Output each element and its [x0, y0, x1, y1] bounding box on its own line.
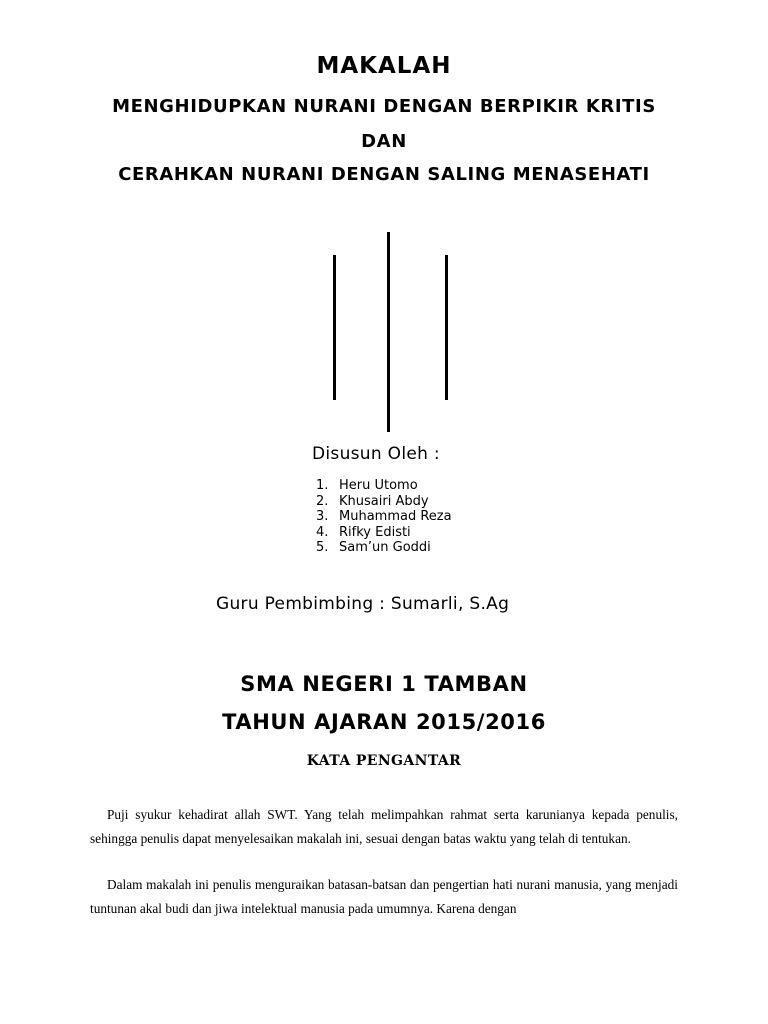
decorative-bar-right	[445, 255, 448, 400]
author-name: Khusairi Abdy	[339, 493, 429, 509]
preface-paragraph-2: Dalam makalah ini penulis menguraikan batasan-batsan dan pengertian hati nurani manusia, yang menjadi tuntunan akal budi dan jiwa intelektual manusia pada umumnya. Karena dengan	[90, 877, 678, 916]
author-item	[316, 509, 452, 525]
compiled-by-label: Disusun Oleh :	[312, 444, 440, 464]
author-number: 3.	[316, 509, 329, 525]
subtitle-line-3: CERAHKAN NURANI DENGAN SALING MENASEHATI	[118, 164, 650, 185]
author-number: 4.	[316, 524, 329, 540]
author-number: 1.	[316, 478, 329, 493]
subtitle-line-2: DAN	[361, 131, 407, 152]
author-list	[316, 478, 452, 556]
school-name: SMA NEGERI 1 TAMBAN	[240, 672, 528, 696]
author-item	[316, 525, 452, 541]
author-item	[316, 478, 452, 494]
subtitle-line-1: MENGHIDUPKAN NURANI DENGAN BERPIKIR KRITIS	[112, 96, 656, 117]
author-name: Sam’un Goddi	[339, 540, 431, 556]
author-number: 2.	[316, 493, 329, 509]
author-item	[316, 494, 452, 510]
decorative-bar-left	[333, 255, 336, 400]
author-item	[316, 540, 452, 556]
document-title: MAKALAH	[316, 53, 452, 79]
preface-heading: KATA PENGANTAR	[306, 753, 462, 769]
decorative-bar-center	[387, 232, 390, 432]
preface-paragraph-1: Puji syukur kehadirat allah SWT. Yang telah melimpahkan rahmat serta karunianya kepada penulis, sehingga penulis dapat menyelesaikan makalah ini, sesuai dengan batas waktu yang telah di tentukan.	[90, 807, 678, 846]
author-name: Muhammad Reza	[339, 509, 452, 525]
author-name: Heru Utomo	[339, 478, 418, 493]
academic-year: TAHUN AJARAN 2015/2016	[222, 710, 546, 734]
author-number: 5.	[316, 540, 329, 556]
author-name: Rifky Edisti	[339, 524, 411, 540]
supervisor-line: Guru Pembimbing : Sumarli, S.Ag	[216, 594, 510, 614]
